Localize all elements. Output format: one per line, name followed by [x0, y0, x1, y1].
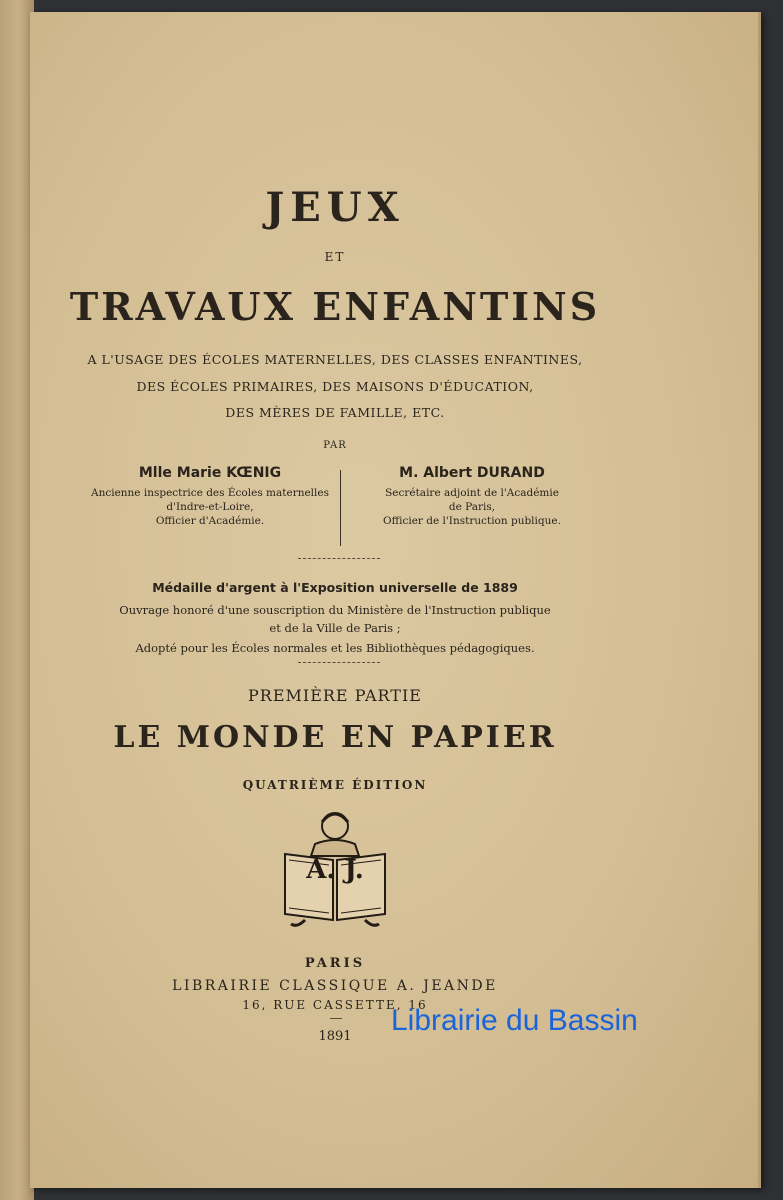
author-credential: d'Indre-et-Loire,: [166, 501, 254, 513]
title-conjunction: ET: [324, 250, 346, 264]
subtitle-line-3: DES MÈRES DE FAMILLE, ETC.: [225, 405, 445, 420]
author-koenig: [90, 466, 330, 528]
honor-line-3: Adopté pour les Écoles normales et les Bibliothèques pédagogiques.: [135, 641, 535, 655]
publisher-name: LIBRAIRIE CLASSIQUE A. JEANDE: [172, 978, 498, 994]
title-line-2: TRAVAUX ENFANTINS: [69, 284, 601, 329]
ornamental-rule: [298, 662, 380, 664]
author-name: Mlle Marie KŒNIG: [138, 465, 282, 481]
honor-line-2: et de la Ville de Paris ;: [269, 621, 401, 635]
by-label: PAR: [323, 440, 347, 451]
author-credential: Officier d'Académie.: [155, 515, 265, 527]
publisher-address: 16, RUE CASSETTE, 16: [242, 998, 428, 1012]
title-line-1: JEUX: [265, 184, 405, 231]
author-name: M. Albert DURAND: [399, 465, 545, 481]
author-durand: [352, 466, 592, 528]
publisher-logo: [275, 804, 395, 934]
honor-line-1: Ouvrage honoré d'une souscription du Ministère de l'Instruction publique: [119, 603, 551, 617]
adjacent-page-edge: [0, 0, 34, 1200]
medal-line: Médaille d'argent à l'Exposition universelle de 1889: [152, 580, 518, 595]
watermark-text: Librairie du Bassin: [391, 1004, 638, 1037]
ornamental-rule: [298, 558, 380, 560]
authors-block: [90, 466, 590, 550]
subtitle-line-2: DES ÉCOLES PRIMAIRES, DES MAISONS D'ÉDUCATION,: [136, 379, 534, 394]
author-credential: Officier de l'Instruction publique.: [383, 515, 561, 527]
author-credential: Ancienne inspectrice des Écoles maternelles: [90, 487, 330, 499]
part-label: PREMIÈRE PARTIE: [248, 686, 422, 705]
book-title: LE MONDE EN PAPIER: [113, 720, 557, 755]
edition-label: QUATRIÈME ÉDITION: [242, 778, 428, 792]
logo-monogram: A. J.: [306, 855, 364, 885]
publisher-city: PARIS: [304, 956, 366, 971]
short-rule: [330, 1018, 342, 1020]
author-divider: [340, 470, 341, 546]
author-credential: Secrétaire adjoint de l'Académie: [385, 487, 559, 499]
author-credential: de Paris,: [448, 501, 496, 513]
subtitle-line-1: A L'USAGE DES ÉCOLES MATERNELLES, DES CLASSES ENFANTINES,: [87, 352, 583, 367]
publication-year: 1891: [318, 1029, 352, 1044]
